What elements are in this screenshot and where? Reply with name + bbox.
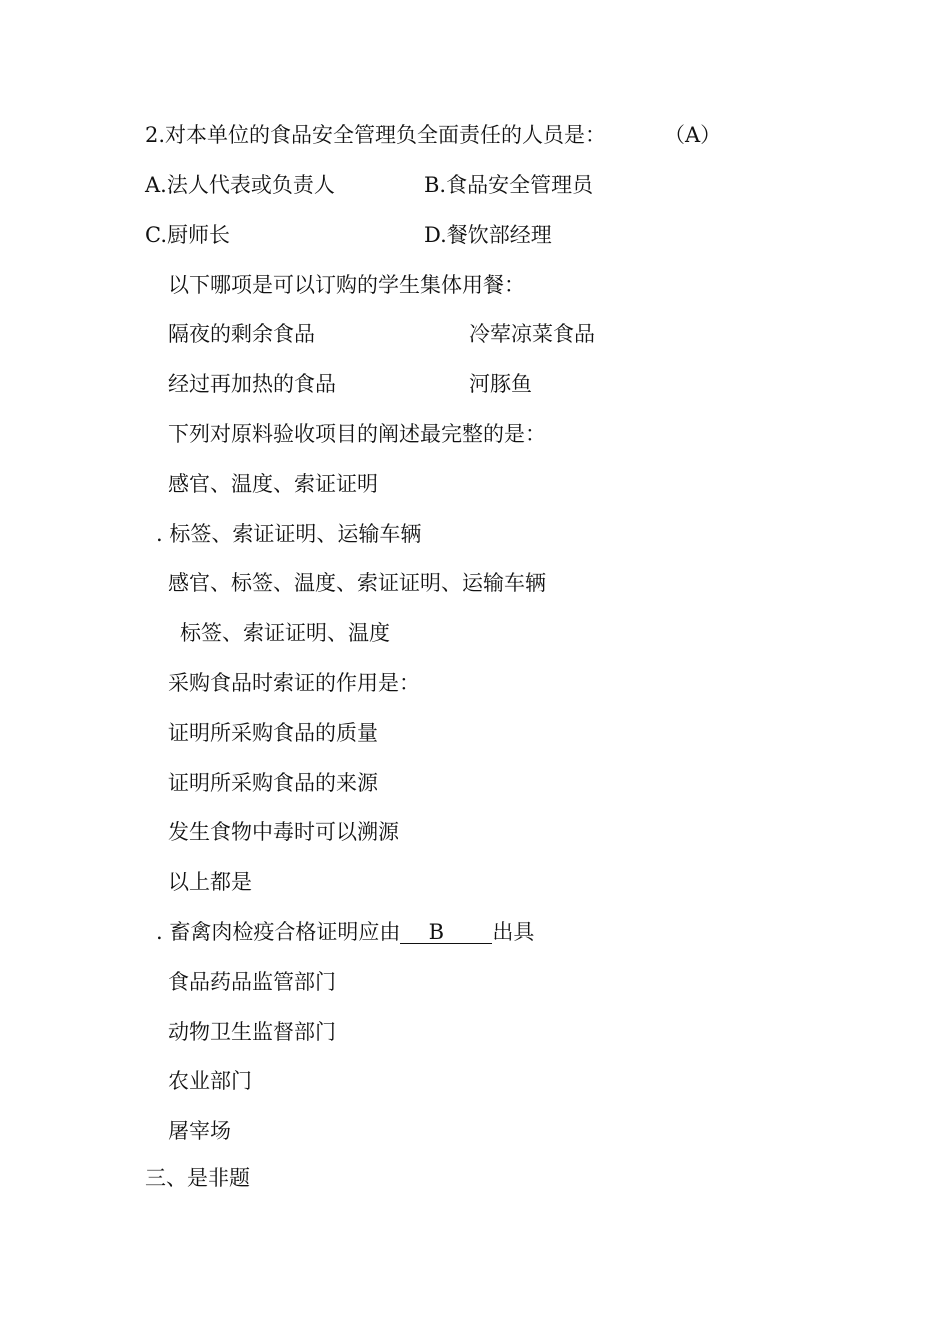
q3-option-2: 冷荤凉菜食品: [469, 322, 595, 346]
q5-option-3: 发生食物中毒时可以溯源: [168, 820, 399, 844]
q4-option-1: 感官、温度、索证证明: [168, 472, 378, 496]
q6-option-3: 农业部门: [168, 1069, 252, 1093]
q5-option-2: 证明所采购食品的来源: [168, 771, 378, 795]
q2-option-d: D.餐饮部经理: [424, 223, 552, 247]
q6-option-4: 屠宰场: [168, 1119, 231, 1143]
q5-option-1: 证明所采购食品的质量: [168, 721, 378, 745]
q3-option-1: 隔夜的剩余食品: [168, 322, 315, 346]
q2-option-a: A.法人代表或负责人: [145, 173, 335, 197]
q4-option-3: 感官、标签、温度、索证证明、运输车辆: [168, 571, 546, 595]
q4-stem: 下列对原料验收项目的阐述最完整的是：: [168, 422, 546, 446]
q6-option-1: 食品药品监管部门: [168, 970, 336, 994]
section-heading: 三、是非题: [145, 1166, 250, 1190]
q6-stem: [156, 919, 534, 945]
q3-option-4: 河豚鱼: [469, 372, 532, 396]
q6-option-2: 动物卫生监督部门: [168, 1020, 336, 1044]
q5-option-4: 以上都是: [168, 870, 252, 894]
q2-answer: （A）: [664, 123, 722, 147]
q3-option-3: 经过再加热的食品: [168, 372, 336, 396]
q6-stem-prefix: . 畜禽肉检疫合格证明应由: [156, 920, 401, 944]
q6-answer-blank: B: [400, 921, 492, 944]
q5-stem: 采购食品时索证的作用是：: [168, 671, 420, 695]
q4-option-2: . 标签、索证证明、运输车辆: [156, 522, 422, 546]
q4-option-4: 标签、索证证明、温度: [180, 621, 390, 645]
q2-option-c: C.厨师长: [145, 223, 230, 247]
q2-option-b: B.食品安全管理员: [424, 173, 594, 197]
q6-stem-suffix: 出具: [492, 920, 535, 944]
q2-stem: 2.对本单位的食品安全管理负全面责任的人员是：: [145, 123, 607, 147]
q3-stem: 以下哪项是可以订购的学生集体用餐：: [168, 273, 525, 297]
